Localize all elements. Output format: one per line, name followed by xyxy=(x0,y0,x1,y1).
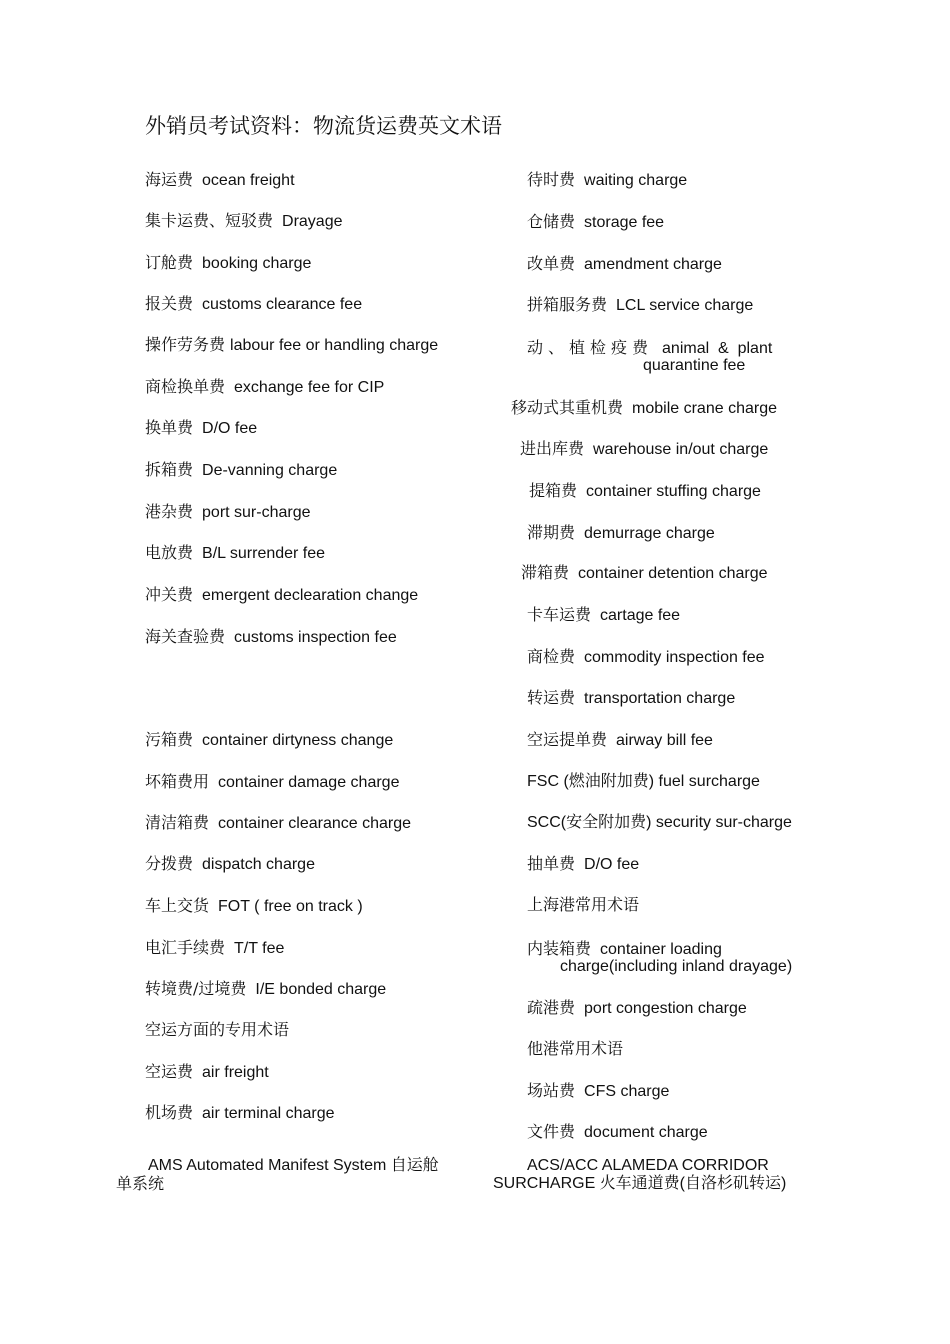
term-left-20: 空运费 air freight xyxy=(145,1062,269,1081)
section-heading-other-ports: 他港常用术语 xyxy=(527,1039,624,1058)
term-right-8: 滞期费 demurrage charge xyxy=(527,523,715,542)
term-right-3: 拼箱服务费 LCL service charge xyxy=(527,295,754,314)
term-left-9: 电放费 B/L surrender fee xyxy=(145,543,326,562)
term-right-19: 疏港费 port congestion charge xyxy=(527,998,747,1017)
page-title: 外销员考试资料：物流货运费英文术语 xyxy=(145,114,502,138)
term-right-5: 移动式其重机费 mobile crane charge xyxy=(511,398,777,417)
term-right-acs-line2: SURCHARGE 火车通道费(自洛杉矶转运) xyxy=(493,1175,787,1192)
term-left-2: 订舱费 booking charge xyxy=(145,253,312,272)
term-right-2: 改单费 amendment charge xyxy=(527,254,722,273)
term-right-9: 滞箱费 container detention charge xyxy=(521,563,768,582)
term-right-18: 内装箱费 container loading xyxy=(527,939,722,958)
term-right-4-line2: quarantine fee xyxy=(643,357,746,374)
term-left-12: 污箱费 container dirtyness change xyxy=(145,730,394,749)
term-left-13: 坏箱费用 container damage charge xyxy=(145,772,400,791)
term-right-6: 进出库费 warehouse in/out charge xyxy=(520,439,769,458)
term-left-17: 电汇手续费 T/T fee xyxy=(145,938,285,957)
term-left-4: 操作劳务费 labour fee or handling charge xyxy=(145,335,439,354)
term-left-7: 拆箱费 De-vanning charge xyxy=(145,460,338,479)
term-right-4: 动、植检疫费 animal & plant xyxy=(527,338,773,357)
term-right-15: SCC(安全附加费) security sur-charge xyxy=(527,814,792,831)
term-left-1: 集卡运费、短驳费 Drayage xyxy=(145,211,343,230)
term-left-11: 海关查验费 customs inspection fee xyxy=(145,627,397,646)
term-left-ams-line2: 单系统 xyxy=(116,1174,165,1193)
term-left-16: 车上交货 FOT ( free on track ) xyxy=(145,896,363,915)
term-right-7: 提箱费 container stuffing charge xyxy=(529,481,761,500)
term-left-3: 报关费 customs clearance fee xyxy=(145,294,363,313)
term-left-5: 商检换单费 exchange fee for CIP xyxy=(145,377,385,396)
term-right-11: 商检费 commodity inspection fee xyxy=(527,647,765,666)
term-right-22: 文件费 document charge xyxy=(527,1122,708,1141)
term-right-10: 卡车运费 cartage fee xyxy=(527,605,681,624)
term-right-16: 抽单费 D/O fee xyxy=(527,854,640,873)
term-left-21: 机场费 air terminal charge xyxy=(145,1103,335,1122)
term-left-14: 清洁箱费 container clearance charge xyxy=(145,813,412,832)
section-heading-shanghai: 上海港常用术语 xyxy=(527,895,640,914)
term-right-14: FSC (燃油附加费) fuel surcharge xyxy=(527,773,760,790)
term-left-0: 海运费 ocean freight xyxy=(145,170,295,189)
section-heading-air: 空运方面的专用术语 xyxy=(145,1020,290,1039)
term-right-1: 仓储费 storage fee xyxy=(527,212,665,231)
term-left-15: 分拨费 dispatch charge xyxy=(145,854,315,873)
term-left-8: 港杂费 port sur-charge xyxy=(145,502,311,521)
term-right-acs-line1: ACS/ACC ALAMEDA CORRIDOR xyxy=(527,1157,769,1174)
term-right-0: 待时费 waiting charge xyxy=(527,170,688,189)
term-right-18-line2: charge(including inland drayage) xyxy=(560,958,793,975)
term-right-12: 转运费 transportation charge xyxy=(527,688,736,707)
term-right-13: 空运提单费 airway bill fee xyxy=(527,730,713,749)
term-right-21: 场站费 CFS charge xyxy=(527,1081,670,1100)
term-left-10: 冲关费 emergent declearation change xyxy=(145,585,419,604)
term-left-18: 转境费/过境费 I/E bonded charge xyxy=(145,979,387,998)
term-left-ams-line1: AMS Automated Manifest System 自运舱 xyxy=(148,1157,439,1174)
term-left-6: 换单费 D/O fee xyxy=(145,418,258,437)
